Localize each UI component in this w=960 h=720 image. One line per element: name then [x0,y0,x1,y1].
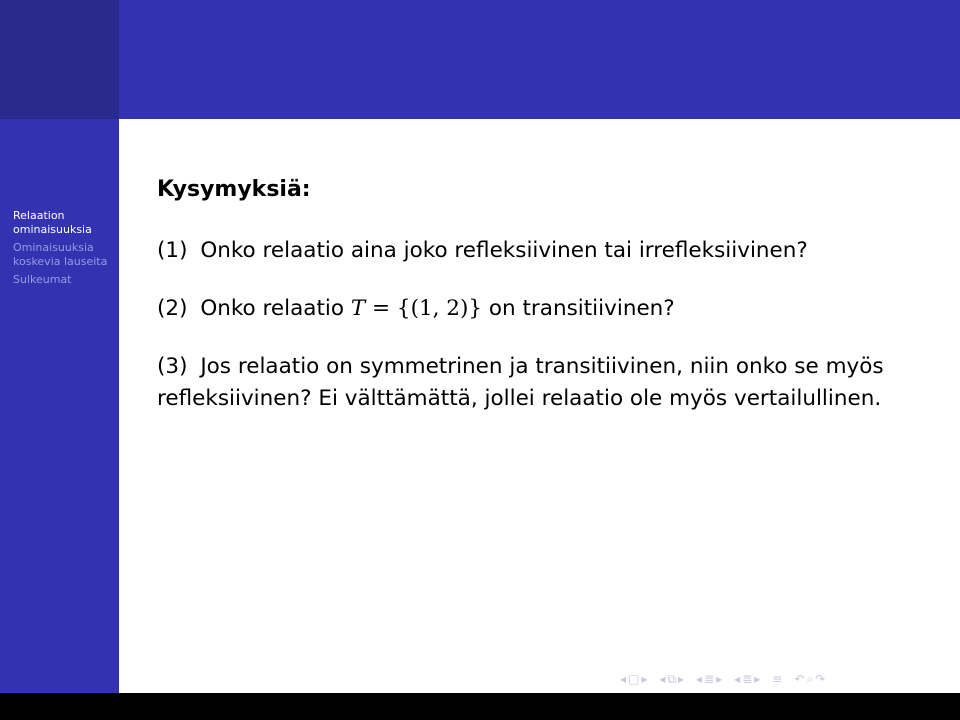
question-text: Jos relaatio on symmetrinen ja transitiivinen, niin onko se myös refleksiivinen? Ei välttämättä, jollei relaatio ole myös vertailullinen. [157,354,884,411]
question-2 [157,293,917,325]
question-1 [157,235,917,267]
math-set-expression: = {(1, 2)} [365,296,489,321]
question-text-pre: Onko relaatio [200,296,345,321]
header-band [119,0,960,119]
section-icon: ≣ [704,672,715,686]
question-text-post: on transitiivinen? [488,296,675,321]
header-corner [0,0,119,119]
sidebar-item-sulkeumat[interactable] [13,273,117,287]
toc-nav [772,672,782,686]
toc-icon[interactable]: ≡ [772,672,783,686]
question-number: (2) [157,296,188,321]
frame-icon: □ [628,672,640,686]
prev-subsection-icon[interactable]: ◂ [659,672,666,686]
sidebar-item-label: koskevia lauseita [13,255,108,268]
subsection-nav [659,672,684,686]
doc-icon: ≣ [742,672,753,686]
question-number: (1) [157,238,188,263]
subsection-icon: ⧉ [667,672,677,686]
prev-frame-icon[interactable]: ◂ [620,672,627,686]
next-frame-icon[interactable]: ▸ [641,672,648,686]
frame-nav [620,672,647,686]
search-icon[interactable]: ⌕ [806,672,814,686]
frame-title: Kysymyksiä: [157,177,311,202]
sidebar [0,119,119,693]
frame-content [157,175,917,441]
doc-nav [734,672,760,686]
next-section-icon[interactable]: ▸ [716,672,723,686]
search-nav [794,672,825,686]
prev-doc-icon[interactable]: ◂ [734,672,741,686]
prev-section-icon[interactable]: ◂ [696,672,703,686]
question-number: (3) [157,354,188,379]
math-variable: T [350,296,366,321]
next-doc-icon[interactable]: ▸ [754,672,761,686]
section-nav [696,672,722,686]
beamer-navigation [620,670,831,688]
sidebar-nav [13,209,117,291]
bottom-bar-left [0,693,480,720]
sidebar-item-label: ominaisuuksia [13,223,92,236]
back-icon[interactable]: ↶ [794,672,805,686]
sidebar-item-ominaisuuksia-koskevia-lauseita[interactable] [13,241,117,269]
forward-icon[interactable]: ↷ [815,672,826,686]
sidebar-item-relaation-ominaisuuksia[interactable] [13,209,117,237]
next-subsection-icon[interactable]: ▸ [678,672,685,686]
sidebar-item-label: Ominaisuuksia [13,241,94,254]
sidebar-item-label: Sulkeumat [13,273,72,286]
sidebar-item-label: Relaation [13,209,65,222]
bottom-bar-right [480,693,960,720]
question-3 [157,351,917,415]
question-text: Onko relaatio aina joko refleksiivinen tai irrefleksiivinen? [200,238,808,263]
